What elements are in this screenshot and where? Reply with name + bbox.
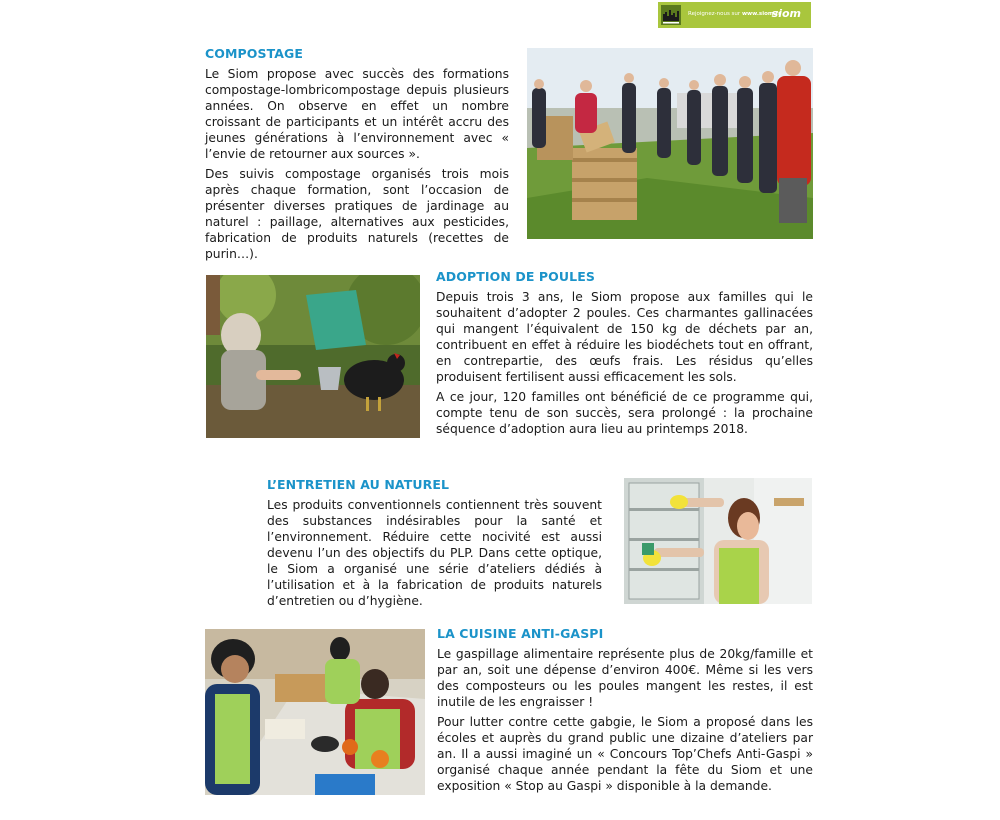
paragraph: Des suivis compostage organisés trois mois après chaque formation, sont l’occasion de présenter diverses pratiques de jardinage au naturel : paillage, alternatives aux pesticides, fabrication de produits naturels (recettes de purin…). — [205, 167, 509, 261]
section-title-entretien: L’ENTRETIEN AU NATUREL — [267, 477, 450, 492]
cooking-workshop-photo — [205, 629, 425, 795]
paragraph: Le Siom propose avec succès des formations compostage-lombricompostage depuis plusieurs années. On observe en effet un nombre croissant de participants et un intérêt accru des jeunes générations à l’environnement avec « l’envie de retourner aux sources ». — [205, 67, 509, 161]
paragraph: Depuis trois 3 ans, le Siom propose aux familles qui le souhaitent d’adopter 2 poules. Ces charmantes gallinacées qui mangent l’équivalent de 150 kg de déchets par an, contribuent en effet à réduire les biodéchets tout en offrant, en contrepartie, des œufs frais. Les résidus qu’elles produisent fertilisent aussi efficacement les sols. — [436, 290, 813, 384]
section-title-cuisine: LA CUISINE ANTI-GASPI — [437, 626, 604, 641]
section-title-poules: ADOPTION DE POULES — [436, 269, 595, 284]
section-body-entretien — [267, 497, 602, 613]
hen-feeding-photo — [206, 275, 420, 438]
siom-banner[interactable] — [658, 2, 811, 28]
section-body-cuisine — [437, 646, 813, 798]
fridge-cleaning-photo — [624, 478, 812, 604]
paragraph: Le gaspillage alimentaire représente plus de 20kg/famille et par an, soit une dépense d’environ 400€. Même si les vers des composteurs ou les poules mangent les restes, il est inutile de les engraisser ! — [437, 647, 813, 709]
paragraph: A ce jour, 120 familles ont bénéficié de ce programme qui, compte tenu de son succès, sera prolongé : la prochaine séquence d’adoption aura lieu au printemps 2018. — [436, 390, 813, 436]
banner-text: Rejoignez-nous sur www.siom.fr — [688, 11, 781, 17]
compost-bins-group-photo — [527, 48, 813, 239]
paragraph: Pour lutter contre cette gabgie, le Siom a proposé dans les écoles et auprès du grand public une dizaine d’ateliers par an. Il a aussi imaginé un « Concours Top’Chefs Anti-Gaspi » organisé chaque année pendant la fête du Siom et une exposition « Stop au Gaspi » disponible à la demande. — [437, 715, 813, 793]
siom-logo: siom — [771, 7, 801, 20]
section-body-poules — [436, 289, 813, 441]
city-skyline-icon — [661, 5, 681, 25]
paragraph: Les produits conventionnels contiennent très souvent des substances indésirables pour la santé et l’environnement. Réduire cette nocivité est aussi devenu l’un des objectifs du PLP. Dans cette optique, le Siom a organisé une série d’ateliers dédiés à l’utilisation et à la fabrication de produits naturels d’entretien ou d’hygiène. — [267, 498, 602, 608]
section-title-compostage: COMPOSTAGE — [205, 46, 304, 61]
section-body-compostage — [205, 66, 509, 266]
